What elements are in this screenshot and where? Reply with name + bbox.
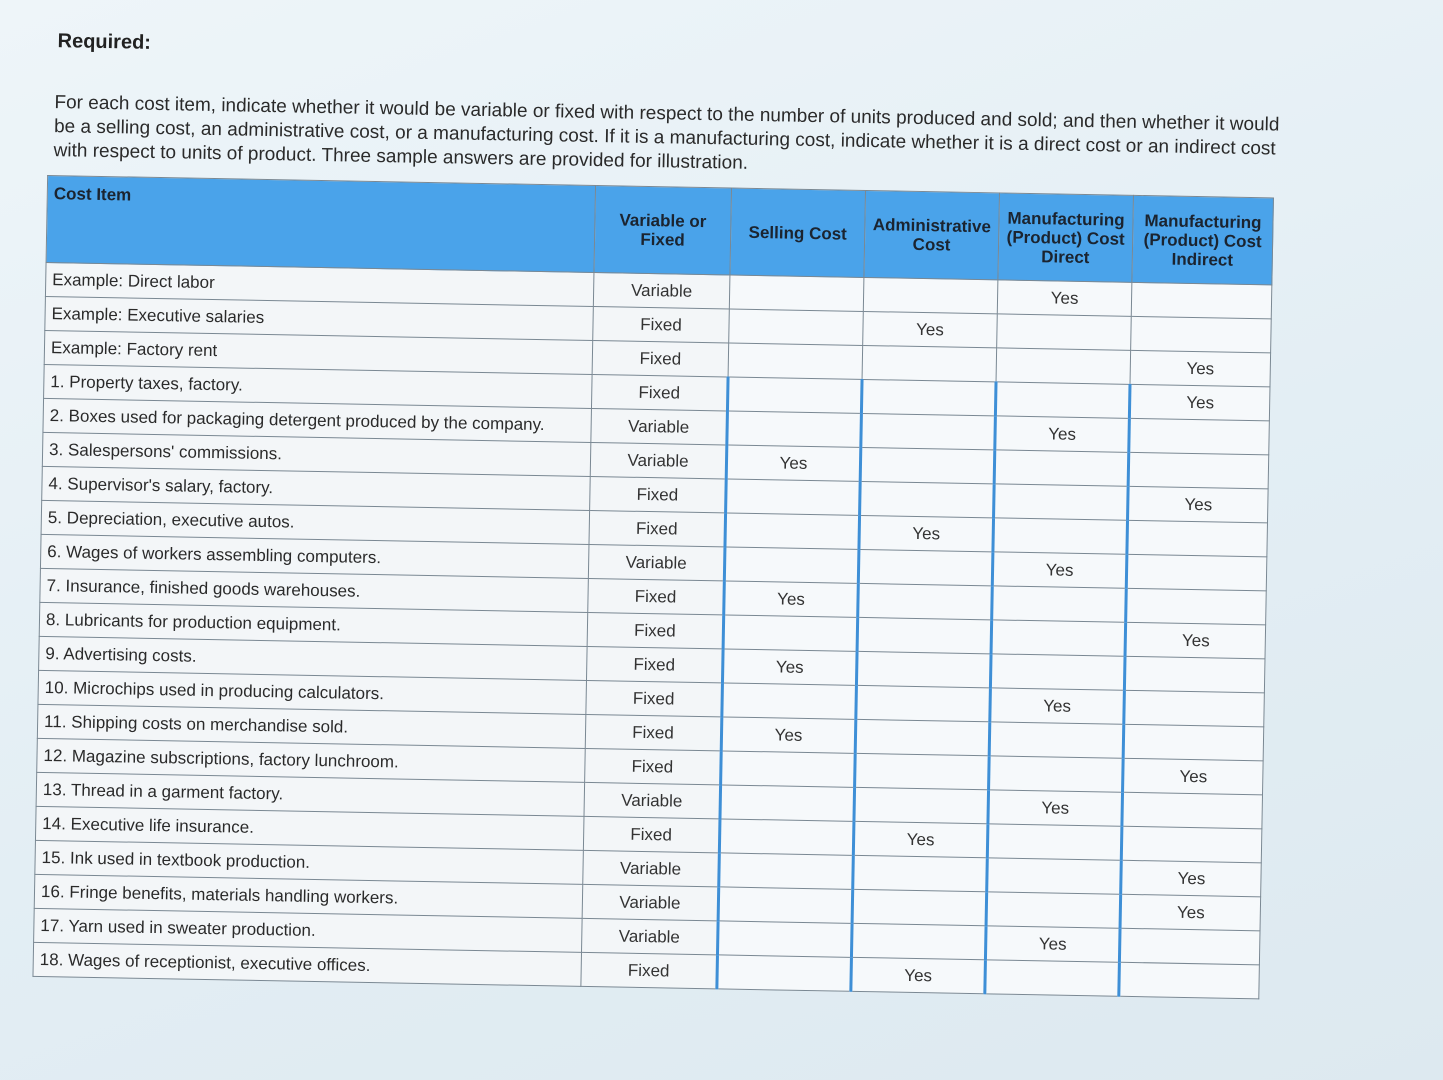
cost-item-cell: 18. Wages of receptionist, executive offices.	[33, 942, 582, 986]
manufacturing-indirect-cell[interactable]	[1119, 928, 1260, 965]
cost-item-cell: 4. Supervisor's salary, factory.	[42, 466, 591, 510]
variable-or-fixed-cell[interactable]: Fixed	[583, 816, 720, 852]
cost-item-cell: 14. Executive life insurance.	[35, 806, 584, 850]
variable-or-fixed-cell[interactable]: Variable	[588, 544, 725, 580]
administrative-cost-cell[interactable]	[856, 685, 991, 721]
administrative-cost-cell[interactable]	[857, 617, 992, 653]
administrative-cost-cell[interactable]	[852, 889, 987, 925]
cost-item-cell: 10. Microchips used in producing calculators.	[38, 670, 587, 714]
instructions-text: For each cost item, indicate whether it would be variable or fixed with respect to the number of units produced and sold; and then whether it would be a selling cost, an administrative cost, or a manufacturing cost. If it is a manufacturing cost, indicate whether it is a direct cost or an indirect cost with respect to units of product. Three sample answers are provided for illustration.	[53, 92, 1280, 174]
manufacturing-indirect-cell[interactable]: Yes	[1129, 384, 1270, 421]
cost-item-cell: Example: Factory rent	[44, 330, 593, 374]
header-variable-or-fixed: Variable or Fixed	[594, 186, 732, 275]
manufacturing-direct-cell	[997, 314, 1132, 350]
selling-cost-cell	[728, 343, 863, 379]
manufacturing-indirect-cell[interactable]	[1123, 724, 1264, 761]
cost-item-cell: Example: Executive salaries	[45, 296, 594, 340]
manufacturing-direct-cell	[996, 348, 1131, 384]
manufacturing-indirect-cell[interactable]	[1128, 452, 1269, 489]
manufacturing-indirect-cell[interactable]: Yes	[1120, 894, 1261, 931]
cost-item-cell: 3. Salespersons' commissions.	[42, 432, 591, 476]
cost-item-cell: 1. Property taxes, factory.	[44, 364, 593, 408]
header-manufacturing-indirect: Manufacturing (Product) Cost Indirect	[1132, 195, 1274, 285]
selling-cost-cell[interactable]: Yes	[721, 717, 856, 753]
administrative-cost-cell[interactable]	[860, 447, 995, 483]
variable-or-fixed-cell[interactable]: Fixed	[590, 476, 727, 512]
selling-cost-cell[interactable]	[717, 921, 852, 957]
selling-cost-cell[interactable]	[720, 785, 855, 821]
manufacturing-direct-cell[interactable]	[994, 450, 1129, 486]
manufacturing-indirect-cell: Yes	[1130, 350, 1271, 387]
manufacturing-direct-cell[interactable]	[993, 518, 1128, 554]
administrative-cost-cell: Yes	[863, 311, 998, 347]
variable-or-fixed-cell[interactable]: Fixed	[588, 578, 725, 614]
variable-or-fixed-cell[interactable]: Fixed	[586, 646, 723, 682]
variable-or-fixed-cell: Fixed	[593, 307, 730, 343]
manufacturing-direct-cell[interactable]	[990, 654, 1125, 690]
variable-or-fixed-cell[interactable]: Fixed	[589, 510, 726, 546]
cost-item-cell: 6. Wages of workers assembling computers.	[40, 534, 589, 578]
manufacturing-direct-cell[interactable]: Yes	[985, 926, 1120, 962]
selling-cost-cell[interactable]	[727, 411, 862, 447]
selling-cost-cell	[729, 275, 864, 311]
variable-or-fixed-cell[interactable]: Fixed	[591, 374, 728, 410]
manufacturing-indirect-cell[interactable]	[1121, 826, 1262, 863]
administrative-cost-cell[interactable]	[855, 753, 990, 789]
manufacturing-indirect-cell[interactable]	[1126, 588, 1267, 625]
variable-or-fixed-cell[interactable]: Variable	[583, 850, 720, 886]
manufacturing-direct-cell[interactable]: Yes	[995, 416, 1130, 452]
variable-or-fixed-cell[interactable]: Fixed	[586, 680, 723, 716]
administrative-cost-cell[interactable]	[858, 549, 993, 585]
manufacturing-indirect-cell[interactable]	[1122, 792, 1263, 829]
manufacturing-direct-cell[interactable]	[995, 382, 1130, 418]
cost-item-cell: 5. Depreciation, executive autos.	[41, 500, 590, 544]
required-heading: Required:	[57, 30, 152, 54]
administrative-cost-cell[interactable]	[851, 923, 986, 959]
header-administrative-cost: Administrative Cost	[864, 190, 1000, 279]
administrative-cost-cell[interactable]: Yes	[853, 821, 988, 857]
variable-or-fixed-cell[interactable]: Variable	[591, 408, 728, 444]
selling-cost-cell[interactable]	[717, 955, 852, 991]
manufacturing-indirect-cell[interactable]: Yes	[1128, 486, 1269, 523]
cost-item-cell: 16. Fringe benefits, materials handling workers.	[34, 874, 583, 918]
cost-item-cell: Example: Direct labor	[45, 262, 594, 306]
manufacturing-indirect-cell[interactable]: Yes	[1121, 860, 1262, 897]
cost-item-cell: 17. Yarn used in sweater production.	[34, 908, 583, 952]
administrative-cost-cell[interactable]	[861, 413, 996, 449]
selling-cost-cell[interactable]	[722, 683, 857, 719]
manufacturing-indirect-cell[interactable]: Yes	[1125, 622, 1266, 659]
administrative-cost-cell	[862, 345, 997, 381]
administrative-cost-cell[interactable]	[855, 719, 990, 755]
manufacturing-indirect-cell[interactable]	[1126, 554, 1267, 591]
variable-or-fixed-cell[interactable]: Variable	[590, 442, 727, 478]
administrative-cost-cell[interactable]: Yes	[859, 515, 994, 551]
selling-cost-cell[interactable]	[724, 547, 859, 583]
variable-or-fixed-cell[interactable]: Variable	[582, 884, 719, 920]
manufacturing-indirect-cell	[1131, 316, 1272, 353]
manufacturing-indirect-cell[interactable]	[1124, 656, 1265, 693]
selling-cost-cell[interactable]	[719, 819, 854, 855]
manufacturing-direct-cell[interactable]: Yes	[988, 790, 1123, 826]
selling-cost-cell[interactable]	[719, 853, 854, 889]
manufacturing-indirect-cell[interactable]	[1129, 418, 1270, 455]
variable-or-fixed-cell[interactable]: Variable	[584, 782, 721, 818]
manufacturing-direct-cell[interactable]	[994, 484, 1129, 520]
manufacturing-indirect-cell	[1131, 282, 1272, 319]
administrative-cost-cell[interactable]	[861, 379, 996, 415]
variable-or-fixed-cell[interactable]: Fixed	[581, 952, 718, 988]
selling-cost-cell	[729, 309, 864, 345]
administrative-cost-cell[interactable]	[853, 855, 988, 891]
administrative-cost-cell[interactable]	[858, 583, 993, 619]
variable-or-fixed-cell[interactable]: Fixed	[585, 714, 722, 750]
selling-cost-cell[interactable]	[718, 887, 853, 923]
manufacturing-indirect-cell[interactable]	[1119, 962, 1260, 999]
selling-cost-cell[interactable]	[725, 513, 860, 549]
table-body	[33, 262, 1272, 998]
manufacturing-direct-cell[interactable]	[987, 824, 1122, 860]
manufacturing-direct-cell[interactable]	[987, 858, 1122, 894]
manufacturing-direct-cell[interactable]	[992, 586, 1127, 622]
cost-item-cell: 9. Advertising costs.	[39, 636, 588, 680]
variable-or-fixed-cell[interactable]: Variable	[582, 918, 719, 954]
selling-cost-cell[interactable]: Yes	[724, 581, 859, 617]
administrative-cost-cell	[863, 277, 998, 313]
selling-cost-cell[interactable]: Yes	[722, 649, 857, 685]
cost-item-cell: 2. Boxes used for packaging detergent produced by the company.	[43, 398, 592, 442]
cost-item-cell: 7. Insurance, finished goods warehouses.	[40, 568, 589, 612]
header-cost-item: Cost Item	[46, 175, 596, 272]
assignment-content	[32, 20, 1299, 1000]
manufacturing-direct-cell[interactable]: Yes	[992, 552, 1127, 588]
administrative-cost-cell[interactable]	[856, 651, 991, 687]
selling-cost-cell[interactable]	[727, 377, 862, 413]
cost-item-cell: 8. Lubricants for production equipment.	[39, 602, 588, 646]
manufacturing-direct-cell[interactable]	[989, 756, 1124, 792]
manufacturing-direct-cell: Yes	[997, 280, 1132, 316]
variable-or-fixed-cell: Variable	[593, 273, 730, 309]
manufacturing-indirect-cell[interactable]	[1127, 520, 1268, 557]
manufacturing-direct-cell[interactable]	[989, 722, 1124, 758]
cost-classification-table	[32, 175, 1273, 999]
variable-or-fixed-cell[interactable]: Fixed	[585, 748, 722, 784]
manufacturing-direct-cell[interactable]	[991, 620, 1126, 656]
administrative-cost-cell[interactable]	[860, 481, 995, 517]
selling-cost-cell[interactable]	[723, 615, 858, 651]
header-selling-cost: Selling Cost	[730, 188, 866, 277]
administrative-cost-cell[interactable]: Yes	[851, 957, 986, 993]
manufacturing-indirect-cell[interactable]: Yes	[1123, 758, 1264, 795]
cost-item-cell: 13. Thread in a garment factory.	[36, 772, 585, 816]
variable-or-fixed-cell: Fixed	[592, 340, 729, 376]
header-manufacturing-direct: Manufacturing (Product) Cost Direct	[998, 193, 1134, 282]
manufacturing-direct-cell[interactable]	[986, 892, 1121, 928]
manufacturing-direct-cell[interactable]	[985, 960, 1120, 996]
variable-or-fixed-cell[interactable]: Fixed	[587, 612, 724, 648]
administrative-cost-cell[interactable]	[854, 787, 989, 823]
cost-item-cell: 11. Shipping costs on merchandise sold.	[37, 704, 586, 748]
cost-item-cell: 12. Magazine subscriptions, factory lunchroom.	[37, 738, 586, 782]
manufacturing-direct-cell[interactable]: Yes	[990, 688, 1125, 724]
selling-cost-cell[interactable]: Yes	[726, 445, 861, 481]
selling-cost-cell[interactable]	[721, 751, 856, 787]
cost-item-cell: 15. Ink used in textbook production.	[35, 840, 584, 884]
manufacturing-indirect-cell[interactable]	[1124, 690, 1265, 727]
selling-cost-cell[interactable]	[726, 479, 861, 515]
